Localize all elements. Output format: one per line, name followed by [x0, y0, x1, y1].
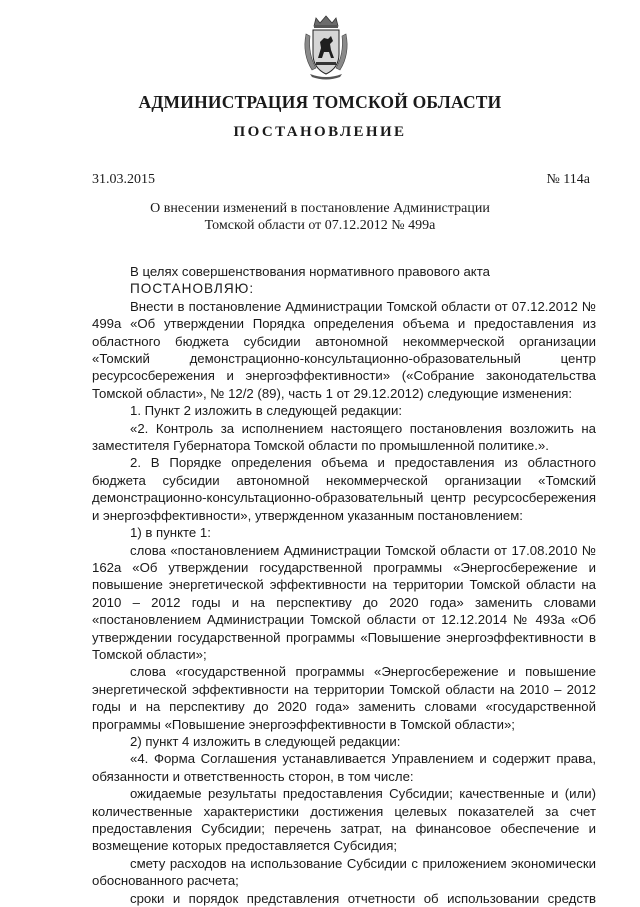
paragraph-estimate: смету расходов на использование Субсидии с приложением экономически обоснованного расчета; — [92, 855, 596, 889]
paragraph-amend: Внести в постановление Администрации Томской области от 07.12.2012 № 499а «Об утверждении Порядка определения объема и предоставления из областного бюджета субсидии автономной некоммерческой организации «Томский демонстрационно-консультационно-образовательный центр ресурсосбережения и энергоэффективности» («Собрание законодательства Томской области», № 12/2 (89), часть 1 от 29.12.2012) следующие изменения: — [92, 298, 596, 401]
tomsk-coat-of-arms-icon — [300, 14, 352, 80]
title-line-1: О внесении изменений в постановление Администрации — [150, 201, 490, 216]
paragraph-subitem-2: 2) пункт 4 изложить в следующей редакции: — [130, 733, 401, 749]
paragraph-item-1: 1. Пункт 2 изложить в следующей редакции: — [130, 403, 403, 419]
document-date: 31.03.2015 — [92, 172, 155, 187]
paragraph-results: ожидаемые результаты предоставления Субсидии; качественные и (или) количественные характеристики достижения целевых показателей за счет предоставления Субсидии; перечень затрат, на финансовое обеспечение и возмещение которых предоставляется Субсидия; — [92, 786, 596, 854]
paragraph-preamble: В целях совершенствования нормативного правового акта — [130, 264, 490, 279]
paragraph-words-2: слова «государственной программы «Энергосбережение и повышение энергетической эффективности на территории Томской области на 2010 – 2012 годы и на перспективу до 2020 года» заменить словами «государственной программы «Повышение энергоэффективности в Томской области»; — [92, 664, 596, 732]
paragraph-subitem-1: 1) в пункте 1: — [130, 525, 211, 541]
document-number: № 114а — [546, 172, 590, 187]
paragraph-item-2: 2. В Порядке определения объема и предоставления из областного бюджета субсидии автономной некоммерческой организации «Томский демонстрационно-консультационно-образовательный центр ресурсосбережения и энергоэффективности», утвержденном указанным постановлением: — [92, 455, 596, 523]
document-body — [92, 263, 596, 907]
paragraph-form: «4. Форма Соглашения устанавливается Управлением и содержит права, обязанности и ответственность сторон, в том числе: — [92, 751, 596, 784]
paragraph-words-1: слова «постановлением Администрации Томской области от 17.08.2010 № 162а «Об утверждении государственной программы «Энергосбережение и повышение энергетической эффективности на территории Томской области на 2010 – 2012 годы и на перспективу до 2020 года» заменить словами «постановлением Администрации Томской области от 12.12.2014 № 493а «Об утверждении государственной программы «Повышение энергоэффективности в Томской области»; — [92, 542, 596, 662]
paragraph-terms: сроки и порядок представления отчетности об использовании средств — [130, 890, 596, 906]
document-type: ПОСТАНОВЛЕНИЕ — [233, 124, 407, 140]
document-title — [0, 200, 640, 234]
paragraph-decree: ПОСТАНОВЛЯЮ: — [130, 281, 255, 297]
title-line-2: Томской области от 07.12.2012 № 499а — [204, 218, 436, 233]
paragraph-item-1-text: «2. Контроль за исполнением настоящего постановления возложить на заместителя Губернатора Томской области по промышленной политике.». — [92, 420, 596, 454]
organization-name: АДМИНИСТРАЦИЯ ТОМСКОЙ ОБЛАСТИ — [138, 92, 502, 112]
